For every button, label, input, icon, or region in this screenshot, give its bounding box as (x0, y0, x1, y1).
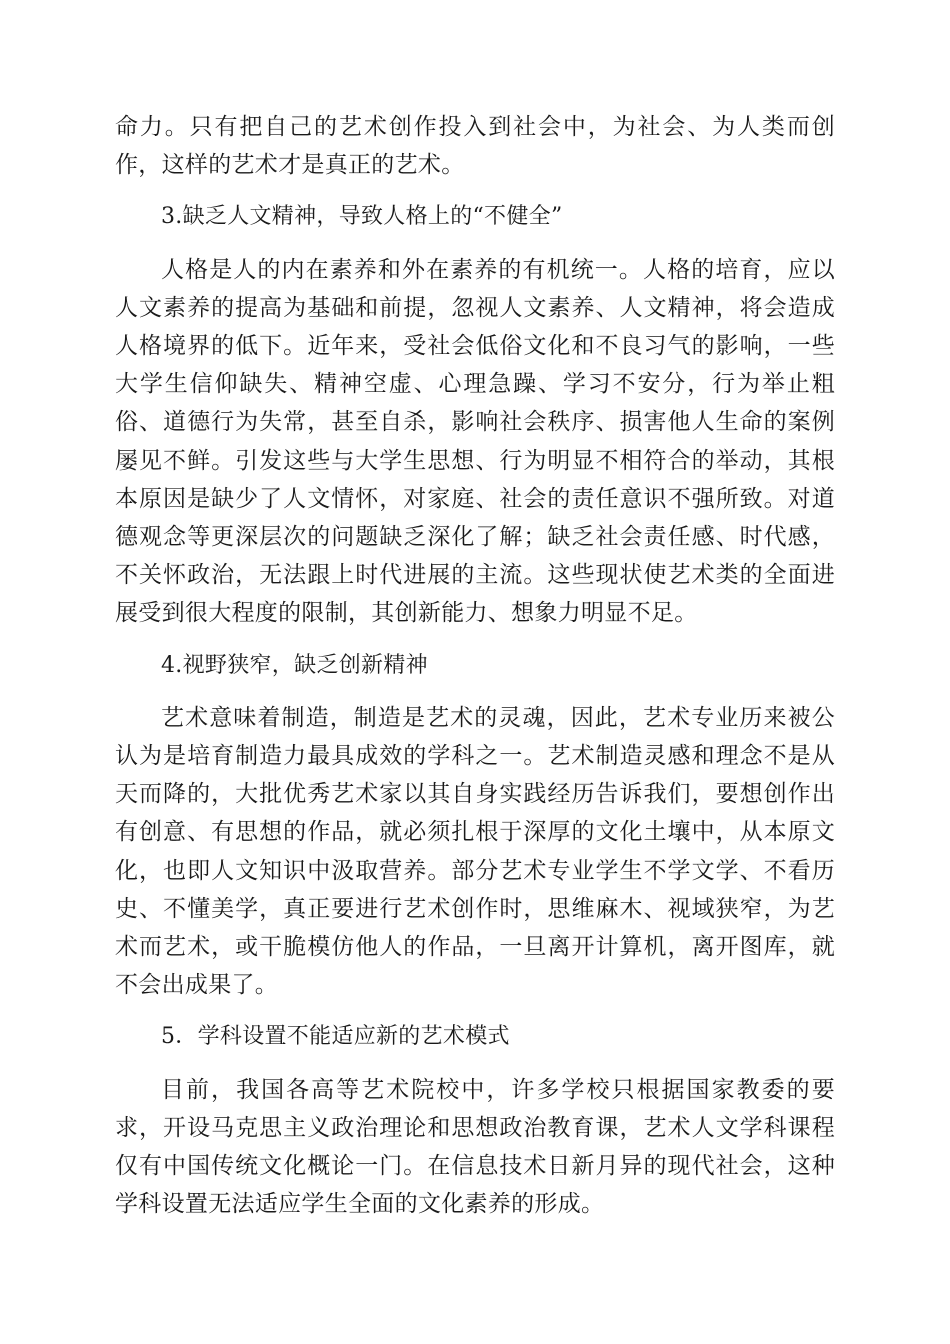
section-heading-4: 4.视野狭窄，缺乏创新精神 (161, 652, 428, 678)
section-heading-5: 5．学科设置不能适应新的艺术模式 (161, 1024, 510, 1050)
paragraph-curriculum: 目前，我国各高等艺术院校中，许多学校只根据国家教委的要求，开设马克思主义政治理论和思想政治教育课，艺术人文学科课程仅有中国传统文化概论一门。在信息技术日新月异的现代社会，这种学科设置无法适应学生全面的文化素养的形成。 (115, 1076, 835, 1218)
paragraph-creativity: 艺术意味着制造，制造是艺术的灵魂，因此，艺术专业历来被公认为是培育制造力最具成效的学科之一。艺术制造灵感和理念不是从天而降的，大批优秀艺术家以其自身实践经历告诉我们，要想创作出有创意、有思想的作品，就必须扎根于深厚的文化土壤中，从本原文化，也即人文知识中汲取营养。部分艺术专业学生不学文学、不看历史、不懂美学，真正要进行艺术创作时，思维麻木、视域狭窄，为艺术而艺术，或干脆模仿他人的作品，一旦离开计算机，离开图库，就不会出成果了。 (115, 704, 835, 999)
section-heading-3: 3.缺乏人文精神，导致人格上的“不健全” (161, 204, 563, 230)
paragraph-continuation: 命力。只有把自己的艺术创作投入到社会中，为社会、为人类而创作，这样的艺术才是真正的艺术。 (115, 114, 835, 179)
paragraph-personality: 人格是人的内在素养和外在素养的有机统一。人格的培育，应以人文素养的提高为基础和前提，忽视人文素养、人文精神，将会造成人格境界的低下。近年来，受社会低俗文化和不良习气的影响，一些大学生信仰缺失、精神空虚、心理急躁、学习不安分，行为举止粗俗、道德行为失常，甚至自杀，影响社会秩序、损害他人生命的案例屡见不鲜。引发这些与大学生思想、行为明显不相符合的举动，其根本原因是缺少了人文情怀，对家庭、社会的责任意识不强所致。对道德观念等更深层次的问题缺乏深化了解；缺乏社会责任感、时代感，不关怀政治，无法跟上时代进展的主流。这些现状使艺术类的全面进展受到很大程度的限制，其创新能力、想象力明显不足。 (115, 256, 835, 627)
document-page (115, 108, 835, 1237)
